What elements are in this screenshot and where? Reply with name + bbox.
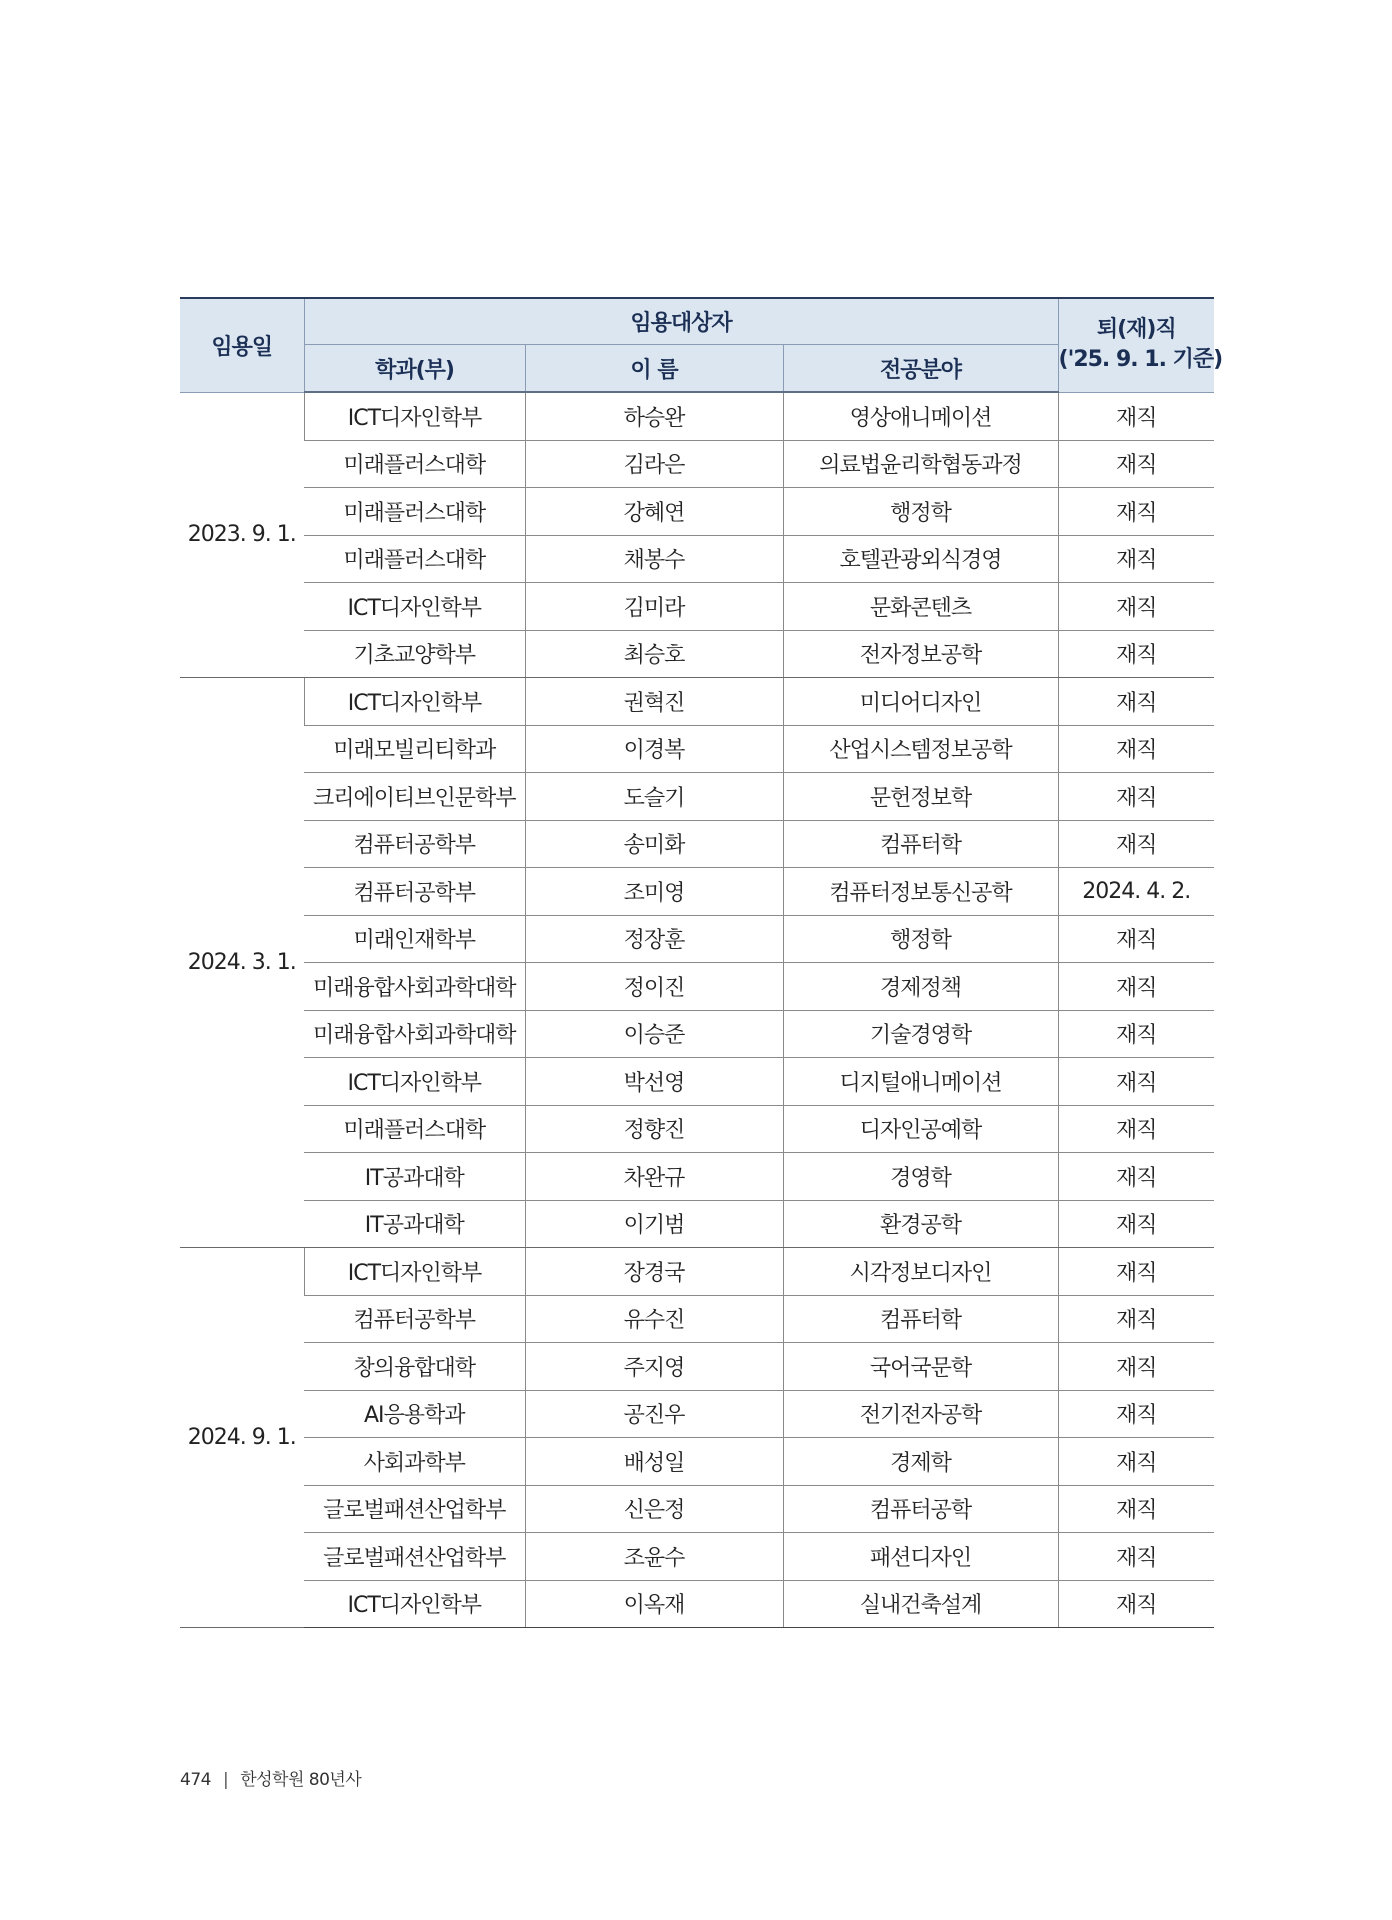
status-cell: 재직	[1058, 1295, 1214, 1343]
department-cell: ICT디자인학부	[304, 678, 525, 726]
table-row	[180, 868, 1214, 916]
name-cell: 이승준	[525, 1010, 783, 1058]
name-cell: 송미화	[525, 820, 783, 868]
status-cell: 재직	[1058, 1390, 1214, 1438]
department-cell: 미래융합사회과학대학	[304, 963, 525, 1011]
department-cell: 미래인재학부	[304, 915, 525, 963]
department-cell: 기초교양학부	[304, 630, 525, 678]
major-field-cell: 경영학	[783, 1153, 1058, 1201]
appointment-date-cell: 2024. 3. 1.	[180, 678, 304, 1248]
status-cell: 재직	[1058, 773, 1214, 821]
appointment-table	[180, 297, 1223, 1628]
department-cell: 컴퓨터공학부	[304, 868, 525, 916]
table-row	[180, 915, 1214, 963]
header-name: 이 름	[525, 345, 783, 393]
table-row	[180, 535, 1214, 583]
department-cell: 컴퓨터공학부	[304, 820, 525, 868]
name-cell: 이경복	[525, 725, 783, 773]
department-cell: ICT디자인학부	[304, 392, 525, 440]
major-field-cell: 실내건축설계	[783, 1580, 1058, 1628]
department-cell: ICT디자인학부	[304, 1248, 525, 1296]
major-field-cell: 패션디자인	[783, 1533, 1058, 1581]
department-cell: 크리에이티브인문학부	[304, 773, 525, 821]
table-row	[180, 678, 1214, 726]
status-cell: 재직	[1058, 820, 1214, 868]
header-department: 학과(부)	[304, 345, 525, 393]
department-cell: ICT디자인학부	[304, 1058, 525, 1106]
status-cell: 재직	[1058, 1485, 1214, 1533]
name-cell: 이기범	[525, 1200, 783, 1248]
major-field-cell: 컴퓨터학	[783, 1295, 1058, 1343]
major-field-cell: 기술경영학	[783, 1010, 1058, 1058]
header-major-field: 전공분야	[783, 345, 1058, 393]
name-cell: 주지영	[525, 1343, 783, 1391]
table-row	[180, 1010, 1214, 1058]
table-row	[180, 630, 1214, 678]
name-cell: 강혜연	[525, 488, 783, 536]
table-row	[180, 1485, 1214, 1533]
major-field-cell: 디지털애니메이션	[783, 1058, 1058, 1106]
name-cell: 장경국	[525, 1248, 783, 1296]
name-cell: 조미영	[525, 868, 783, 916]
name-cell: 채봉수	[525, 535, 783, 583]
status-cell: 재직	[1058, 1343, 1214, 1391]
table-row	[180, 392, 1214, 440]
name-cell: 최승호	[525, 630, 783, 678]
table-row	[180, 1248, 1214, 1296]
department-cell: AI응용학과	[304, 1390, 525, 1438]
table-row	[180, 488, 1214, 536]
major-field-cell: 디자인공예학	[783, 1105, 1058, 1153]
major-field-cell: 호텔관광외식경영	[783, 535, 1058, 583]
name-cell: 정향진	[525, 1105, 783, 1153]
department-cell: 미래플러스대학	[304, 535, 525, 583]
table-row	[180, 725, 1214, 773]
page-footer	[180, 1765, 361, 1790]
status-cell: 재직	[1058, 1533, 1214, 1581]
department-cell: 미래모빌리티학과	[304, 725, 525, 773]
table-row	[180, 820, 1214, 868]
major-field-cell: 전기전자공학	[783, 1390, 1058, 1438]
name-cell: 이옥재	[525, 1580, 783, 1628]
status-cell: 재직	[1058, 1010, 1214, 1058]
major-field-cell: 경제학	[783, 1438, 1058, 1486]
table-row	[180, 1343, 1214, 1391]
table-row	[180, 1533, 1214, 1581]
status-cell: 재직	[1058, 1200, 1214, 1248]
status-cell: 재직	[1058, 678, 1214, 726]
name-cell: 정이진	[525, 963, 783, 1011]
department-cell: 글로벌패션산업학부	[304, 1485, 525, 1533]
appointment-date-cell: 2024. 9. 1.	[180, 1248, 304, 1628]
status-cell: 재직	[1058, 1580, 1214, 1628]
department-cell: 미래플러스대학	[304, 488, 525, 536]
major-field-cell: 문화콘텐츠	[783, 583, 1058, 631]
table-row	[180, 773, 1214, 821]
name-cell: 차완규	[525, 1153, 783, 1201]
name-cell: 공진우	[525, 1390, 783, 1438]
appointment-date-cell: 2023. 9. 1.	[180, 392, 304, 678]
department-cell: IT공과대학	[304, 1200, 525, 1248]
name-cell: 김라은	[525, 440, 783, 488]
status-cell: 재직	[1058, 630, 1214, 678]
table-row	[180, 1105, 1214, 1153]
major-field-cell: 전자정보공학	[783, 630, 1058, 678]
major-field-cell: 환경공학	[783, 1200, 1058, 1248]
major-field-cell: 컴퓨터정보통신공학	[783, 868, 1058, 916]
table-row	[180, 1580, 1214, 1628]
department-cell: ICT디자인학부	[304, 1580, 525, 1628]
name-cell: 도슬기	[525, 773, 783, 821]
name-cell: 신은정	[525, 1485, 783, 1533]
table-row	[180, 1058, 1214, 1106]
department-cell: 글로벌패션산업학부	[304, 1533, 525, 1581]
status-cell: 재직	[1058, 963, 1214, 1011]
status-cell: 재직	[1058, 725, 1214, 773]
name-cell: 배성일	[525, 1438, 783, 1486]
department-cell: 미래플러스대학	[304, 1105, 525, 1153]
table-row	[180, 1438, 1214, 1486]
book-title: 한성학원 80년사	[240, 1770, 362, 1790]
table-row	[180, 1153, 1214, 1201]
page-number: 474	[180, 1770, 211, 1790]
major-field-cell: 행정학	[783, 915, 1058, 963]
header-status	[1058, 298, 1223, 392]
name-cell: 하승완	[525, 392, 783, 440]
name-cell: 권혁진	[525, 678, 783, 726]
major-field-cell: 경제정책	[783, 963, 1058, 1011]
name-cell: 정장훈	[525, 915, 783, 963]
department-cell: 미래융합사회과학대학	[304, 1010, 525, 1058]
name-cell: 김미라	[525, 583, 783, 631]
table-body	[180, 392, 1214, 1628]
status-cell: 재직	[1058, 1105, 1214, 1153]
status-cell: 재직	[1058, 583, 1214, 631]
table-row	[180, 1390, 1214, 1438]
table-row	[180, 1200, 1214, 1248]
major-field-cell: 컴퓨터학	[783, 820, 1058, 868]
footer-separator: |	[222, 1770, 229, 1790]
header-status-line1: 퇴(재)직	[1096, 317, 1176, 343]
status-cell: 재직	[1058, 1058, 1214, 1106]
major-field-cell: 컴퓨터공학	[783, 1485, 1058, 1533]
major-field-cell: 산업시스템정보공학	[783, 725, 1058, 773]
department-cell: 창의융합대학	[304, 1343, 525, 1391]
major-field-cell: 국어국문학	[783, 1343, 1058, 1391]
status-cell: 재직	[1058, 535, 1214, 583]
table-row	[180, 583, 1214, 631]
major-field-cell: 미디어디자인	[783, 678, 1058, 726]
status-cell: 재직	[1058, 1153, 1214, 1201]
header-appointees: 임용대상자	[304, 298, 1058, 345]
name-cell: 조윤수	[525, 1533, 783, 1581]
major-field-cell: 영상애니메이션	[783, 392, 1058, 440]
major-field-cell: 행정학	[783, 488, 1058, 536]
table-row	[180, 963, 1214, 1011]
department-cell: ICT디자인학부	[304, 583, 525, 631]
status-cell: 재직	[1058, 440, 1214, 488]
status-cell: 재직	[1058, 1248, 1214, 1296]
name-cell: 유수진	[525, 1295, 783, 1343]
major-field-cell: 의료법윤리학협동과정	[783, 440, 1058, 488]
status-cell: 재직	[1058, 1438, 1214, 1486]
major-field-cell: 문헌정보학	[783, 773, 1058, 821]
status-cell: 재직	[1058, 488, 1214, 536]
status-cell: 재직	[1058, 392, 1214, 440]
header-appointment-date: 임용일	[180, 298, 304, 392]
status-cell: 재직	[1058, 915, 1214, 963]
table-row	[180, 1295, 1214, 1343]
header-status-line2: ('25. 9. 1. 기준)	[1058, 347, 1223, 373]
department-cell: 컴퓨터공학부	[304, 1295, 525, 1343]
major-field-cell: 시각정보디자인	[783, 1248, 1058, 1296]
table-row	[180, 440, 1214, 488]
name-cell: 박선영	[525, 1058, 783, 1106]
table-header	[180, 298, 1223, 392]
department-cell: 미래플러스대학	[304, 440, 525, 488]
status-cell: 2024. 4. 2.	[1058, 868, 1214, 916]
department-cell: 사회과학부	[304, 1438, 525, 1486]
department-cell: IT공과대학	[304, 1153, 525, 1201]
